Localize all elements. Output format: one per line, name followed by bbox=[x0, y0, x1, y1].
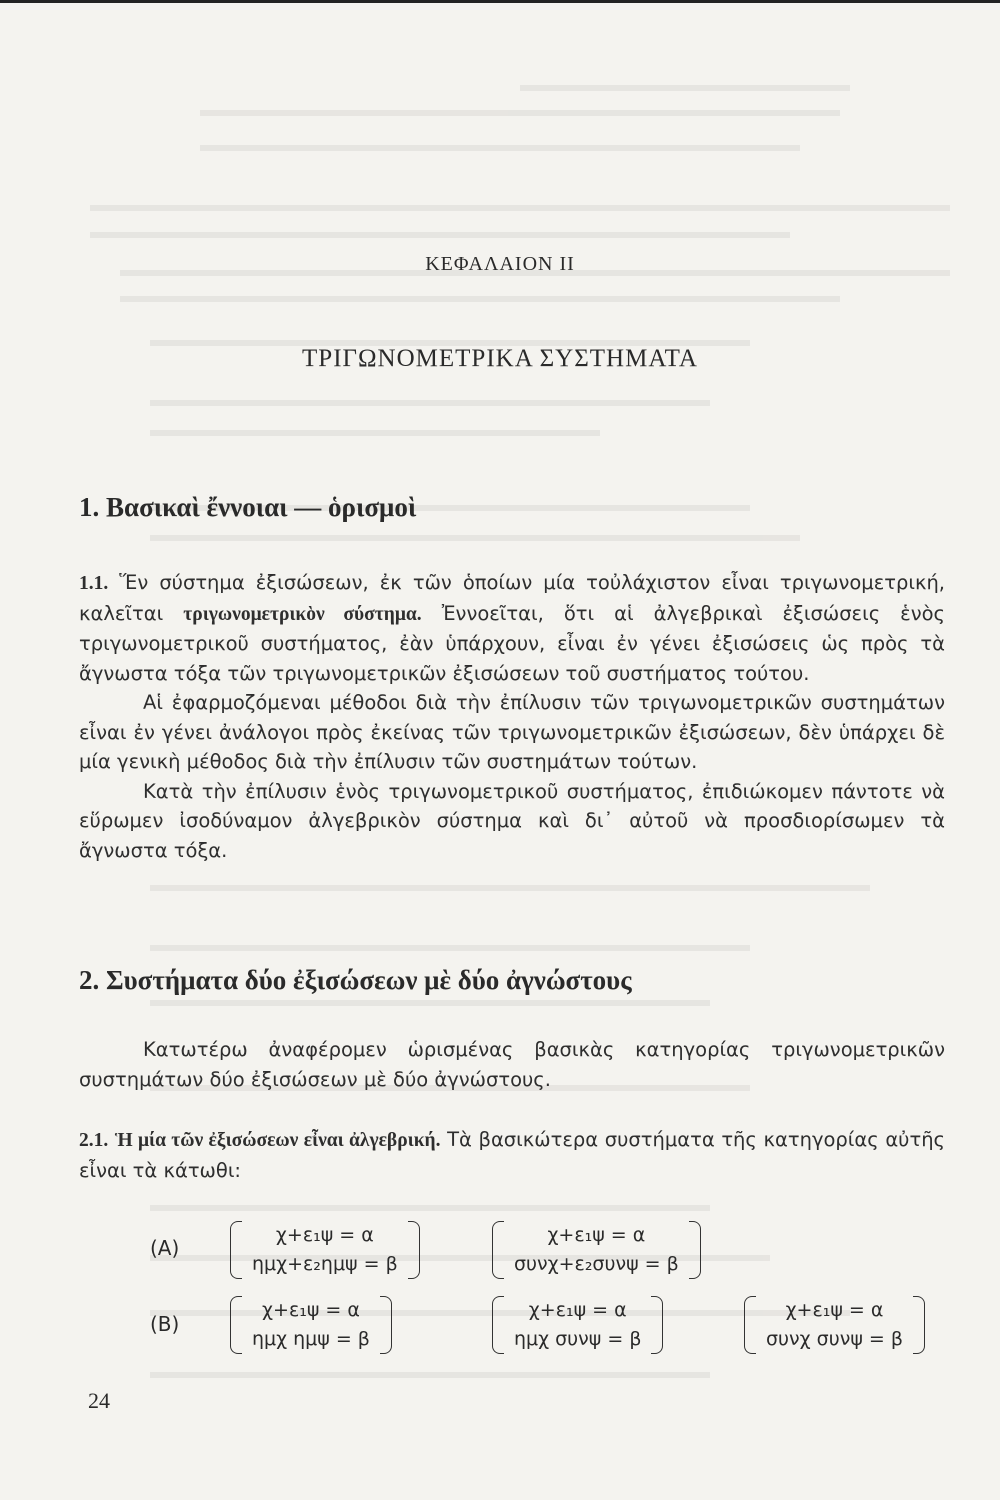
left-brace bbox=[230, 1221, 242, 1279]
equation: ημχ συνψ = β bbox=[514, 1328, 642, 1350]
equation: συνχ συνψ = β bbox=[766, 1328, 903, 1350]
top-edge-rule bbox=[0, 0, 1000, 3]
system-a-label: (Α) bbox=[150, 1236, 180, 1260]
paragraph-text: Ἐννοεῖται, ὅτι αἱ ἀλγεβρικαὶ ἐξισώσεις ἑνὸς τριγωνομετρικοῦ συστήματος, ἐὰν ὑπάρχουν, εἶναι ἐν γένει ἐξισώσεις ὡς πρὸς τὰ ἄγνωστα τόξα τῶν τριγωνομετρικῶν ἐξισώσεων τοῦ συστήματος τούτου. bbox=[79, 601, 945, 685]
paragraph-1-1 bbox=[79, 568, 945, 688]
left-brace bbox=[744, 1296, 756, 1354]
left-brace bbox=[492, 1221, 504, 1279]
right-brace bbox=[408, 1221, 420, 1279]
section-1-heading: 1. Βασικαὶ ἔννοιαι — ὁρισμοὶ bbox=[79, 492, 417, 522]
paragraph-methods: Αἱ ἐφαρμοζόμεναι μέθοδοι διὰ τὴν ἐπίλυσιν τῶν τριγωνομετρικῶν συστημάτων εἶναι ἐν γένει ἀνάλογοι πρὸς ἐκείνας τῶν τριγωνομετρικῶν ἐξισώσεων, δὲν ὑπάρχει δὲ μία γενικὴ μέθοδος διὰ τὴν ἐπίλυσιν τῶν συστημάτων τούτων. bbox=[79, 691, 945, 773]
paragraph-solving: Κατὰ τὴν ἐπίλυσιν ἑνὸς τριγωνομετρικοῦ συστήματος, ἐπιδιώκομεν πάντοτε νὰ εὕρωμεν ἰσοδύναμον ἀλγεβρικὸν σύστημα καὶ δι᾽ αὐτοῦ νὰ προσδιορίσωμεν τὰ ἄγνωστα τόξα. bbox=[79, 779, 945, 862]
equation: χ+ε₁ψ = α bbox=[262, 1299, 360, 1321]
subsection-intro: Τὰ βασικώτερα συστήματα τῆς κατηγορίας αὐτῆς εἶναι τὰ κάτωθι: bbox=[79, 1128, 946, 1182]
section-2-body bbox=[79, 1035, 945, 1094]
right-brace bbox=[913, 1296, 925, 1354]
equation: χ+ε₁ψ = α bbox=[547, 1224, 646, 1246]
equation: χ+ε₁ψ = α bbox=[528, 1299, 627, 1321]
system-b-label: (Β) bbox=[150, 1312, 180, 1336]
section-2-intro: Κατωτέρω ἀναφέρομεν ὡρισμένας βασικὰς κατηγορίας τριγωνομετρικῶν συστημάτων δύο ἐξισώσεων μὲ δύο ἀγνώστους. bbox=[79, 1038, 945, 1091]
left-brace bbox=[230, 1296, 242, 1354]
equation: χ+ε₁ψ = α bbox=[275, 1224, 374, 1246]
section-2-heading: 2. Συστήματα δύο ἐξισώσεων μὲ δύο ἀγνώστους bbox=[79, 965, 632, 995]
chapter-label: ΚΕΦΑΛΑΙΟΝ ΙΙ bbox=[425, 253, 575, 275]
section-1-body bbox=[79, 568, 945, 865]
subsection-title: Ἡ μία τῶν ἐξισώσεων εἶναι ἀλγεβρική. bbox=[114, 1130, 441, 1151]
equation: συνχ+ε₂συνψ = β bbox=[514, 1253, 679, 1275]
right-brace bbox=[689, 1221, 701, 1279]
equation: ημχ ημψ = β bbox=[252, 1328, 370, 1350]
paragraph-number: 1.1. bbox=[79, 573, 109, 594]
right-brace bbox=[380, 1296, 392, 1354]
system-b-1 bbox=[230, 1296, 392, 1354]
system-a-1 bbox=[230, 1221, 420, 1279]
chapter-title: ΤΡΙΓΩΝΟΜΕΤΡΙΚΑ ΣΥΣΤΗΜΑΤΑ bbox=[302, 345, 698, 372]
subsection-2-1-text bbox=[79, 1125, 945, 1185]
left-brace bbox=[492, 1296, 504, 1354]
page-number: 24 bbox=[88, 1388, 110, 1413]
subsection-number: 2.1. bbox=[79, 1130, 109, 1151]
right-brace bbox=[651, 1296, 663, 1354]
paragraph-text: Ἕν σύστημα ἐξισώσεων, ἐκ τῶν ὁποίων μία τοὐλάχιστον εἶναι τριγωνομετρική, καλεῖται bbox=[79, 571, 945, 625]
system-b-2 bbox=[492, 1296, 663, 1354]
equation: χ+ε₁ψ = α bbox=[785, 1299, 884, 1321]
defined-term: τριγωνομετρικὸν σύστημα. bbox=[183, 603, 422, 625]
system-b-3 bbox=[744, 1296, 925, 1354]
subsection-2-1 bbox=[79, 1125, 945, 1185]
equation: ημχ+ε₂ημψ = β bbox=[252, 1253, 398, 1275]
system-a-2 bbox=[492, 1221, 701, 1279]
